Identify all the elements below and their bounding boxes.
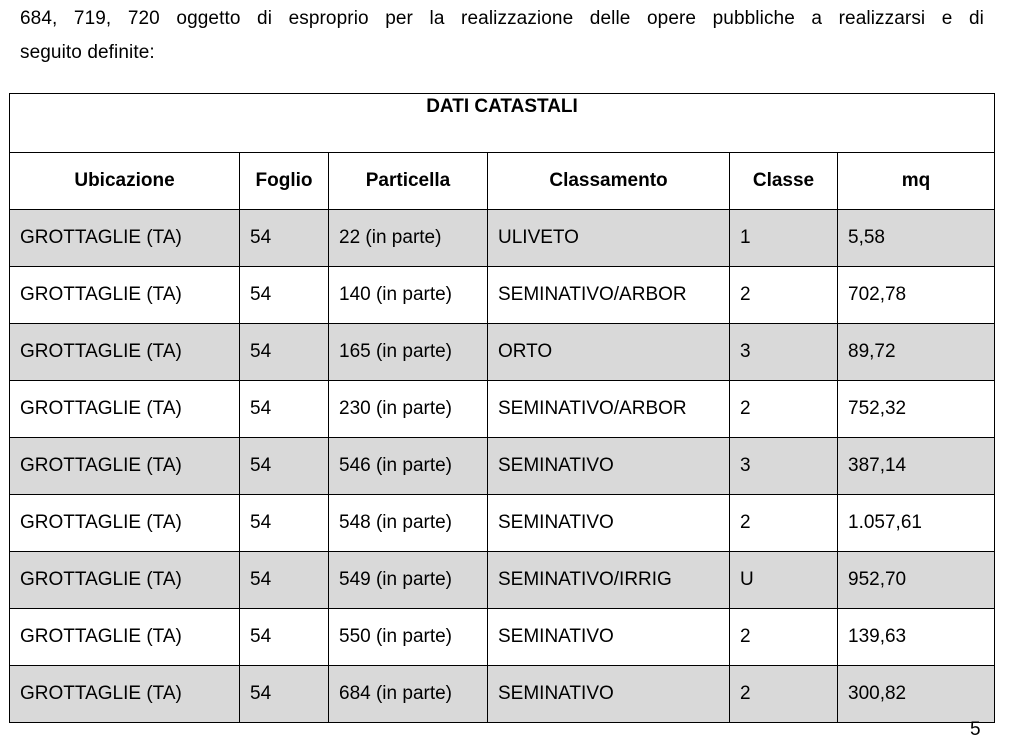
intro-text-line-2: seguito definite: <box>20 42 155 63</box>
cell-mq: 752,32 <box>838 381 995 438</box>
cell-classamento: SEMINATIVO <box>488 495 730 552</box>
table-title-row <box>10 94 995 153</box>
cell-particella: 140 (in parte) <box>329 267 488 324</box>
cell-mq: 952,70 <box>838 552 995 609</box>
cell-ubicazione: GROTTAGLIE (TA) <box>10 438 240 495</box>
cell-foglio: 54 <box>240 495 329 552</box>
cell-particella: 549 (in parte) <box>329 552 488 609</box>
cell-mq: 702,78 <box>838 267 995 324</box>
cell-ubicazione: GROTTAGLIE (TA) <box>10 552 240 609</box>
cell-ubicazione: GROTTAGLIE (TA) <box>10 324 240 381</box>
cell-classe: 3 <box>730 438 838 495</box>
column-header-ubicazione: Ubicazione <box>10 153 240 210</box>
cell-classamento: SEMINATIVO/ARBOR <box>488 381 730 438</box>
cell-particella: 684 (in parte) <box>329 666 488 723</box>
cell-foglio: 54 <box>240 438 329 495</box>
cell-particella: 165 (in parte) <box>329 324 488 381</box>
table-row <box>10 267 995 324</box>
cell-classe: 2 <box>730 495 838 552</box>
cell-particella: 546 (in parte) <box>329 438 488 495</box>
cell-mq: 300,82 <box>838 666 995 723</box>
cell-classe: U <box>730 552 838 609</box>
cell-classamento: SEMINATIVO <box>488 609 730 666</box>
cell-classe: 2 <box>730 381 838 438</box>
column-header-foglio: Foglio <box>240 153 329 210</box>
page-number: 5 <box>970 719 981 740</box>
cell-mq: 139,63 <box>838 609 995 666</box>
cell-mq: 1.057,61 <box>838 495 995 552</box>
cell-particella: 22 (in parte) <box>329 210 488 267</box>
cell-foglio: 54 <box>240 609 329 666</box>
cell-classe: 2 <box>730 666 838 723</box>
cell-classamento: SEMINATIVO/IRRIG <box>488 552 730 609</box>
cell-classamento: SEMINATIVO/ARBOR <box>488 267 730 324</box>
cell-ubicazione: GROTTAGLIE (TA) <box>10 495 240 552</box>
cell-foglio: 54 <box>240 552 329 609</box>
column-header-classamento: Classamento <box>488 153 730 210</box>
cell-mq: 89,72 <box>838 324 995 381</box>
cell-classamento: ULIVETO <box>488 210 730 267</box>
cell-ubicazione: GROTTAGLIE (TA) <box>10 381 240 438</box>
table-row <box>10 666 995 723</box>
cell-classe: 1 <box>730 210 838 267</box>
cell-ubicazione: GROTTAGLIE (TA) <box>10 267 240 324</box>
table-row <box>10 210 995 267</box>
cell-foglio: 54 <box>240 210 329 267</box>
table-row <box>10 438 995 495</box>
cell-mq: 387,14 <box>838 438 995 495</box>
cadastral-data-table <box>9 93 995 723</box>
cell-particella: 230 (in parte) <box>329 381 488 438</box>
column-header-mq: mq <box>838 153 995 210</box>
table-header-row <box>10 153 995 210</box>
cell-classamento: ORTO <box>488 324 730 381</box>
cell-classe: 2 <box>730 609 838 666</box>
column-header-classe: Classe <box>730 153 838 210</box>
cell-classamento: SEMINATIVO <box>488 666 730 723</box>
cell-foglio: 54 <box>240 324 329 381</box>
table-body <box>10 210 995 723</box>
table-title: DATI CATASTALI <box>10 94 995 153</box>
cell-foglio: 54 <box>240 666 329 723</box>
cell-particella: 550 (in parte) <box>329 609 488 666</box>
cell-particella: 548 (in parte) <box>329 495 488 552</box>
cell-ubicazione: GROTTAGLIE (TA) <box>10 609 240 666</box>
table-row <box>10 324 995 381</box>
column-header-particella: Particella <box>329 153 488 210</box>
cell-classe: 3 <box>730 324 838 381</box>
table-row <box>10 495 995 552</box>
table-row <box>10 609 995 666</box>
intro-text-line-1: 684, 719, 720 oggetto di esproprio per la realizzazione delle opere pubbliche a realizzarsi e di <box>20 8 984 29</box>
cell-classamento: SEMINATIVO <box>488 438 730 495</box>
cell-mq: 5,58 <box>838 210 995 267</box>
table-row <box>10 552 995 609</box>
intro-paragraph <box>20 2 984 70</box>
cell-ubicazione: GROTTAGLIE (TA) <box>10 210 240 267</box>
cell-foglio: 54 <box>240 267 329 324</box>
cell-foglio: 54 <box>240 381 329 438</box>
cell-classe: 2 <box>730 267 838 324</box>
table-row <box>10 381 995 438</box>
cell-ubicazione: GROTTAGLIE (TA) <box>10 666 240 723</box>
